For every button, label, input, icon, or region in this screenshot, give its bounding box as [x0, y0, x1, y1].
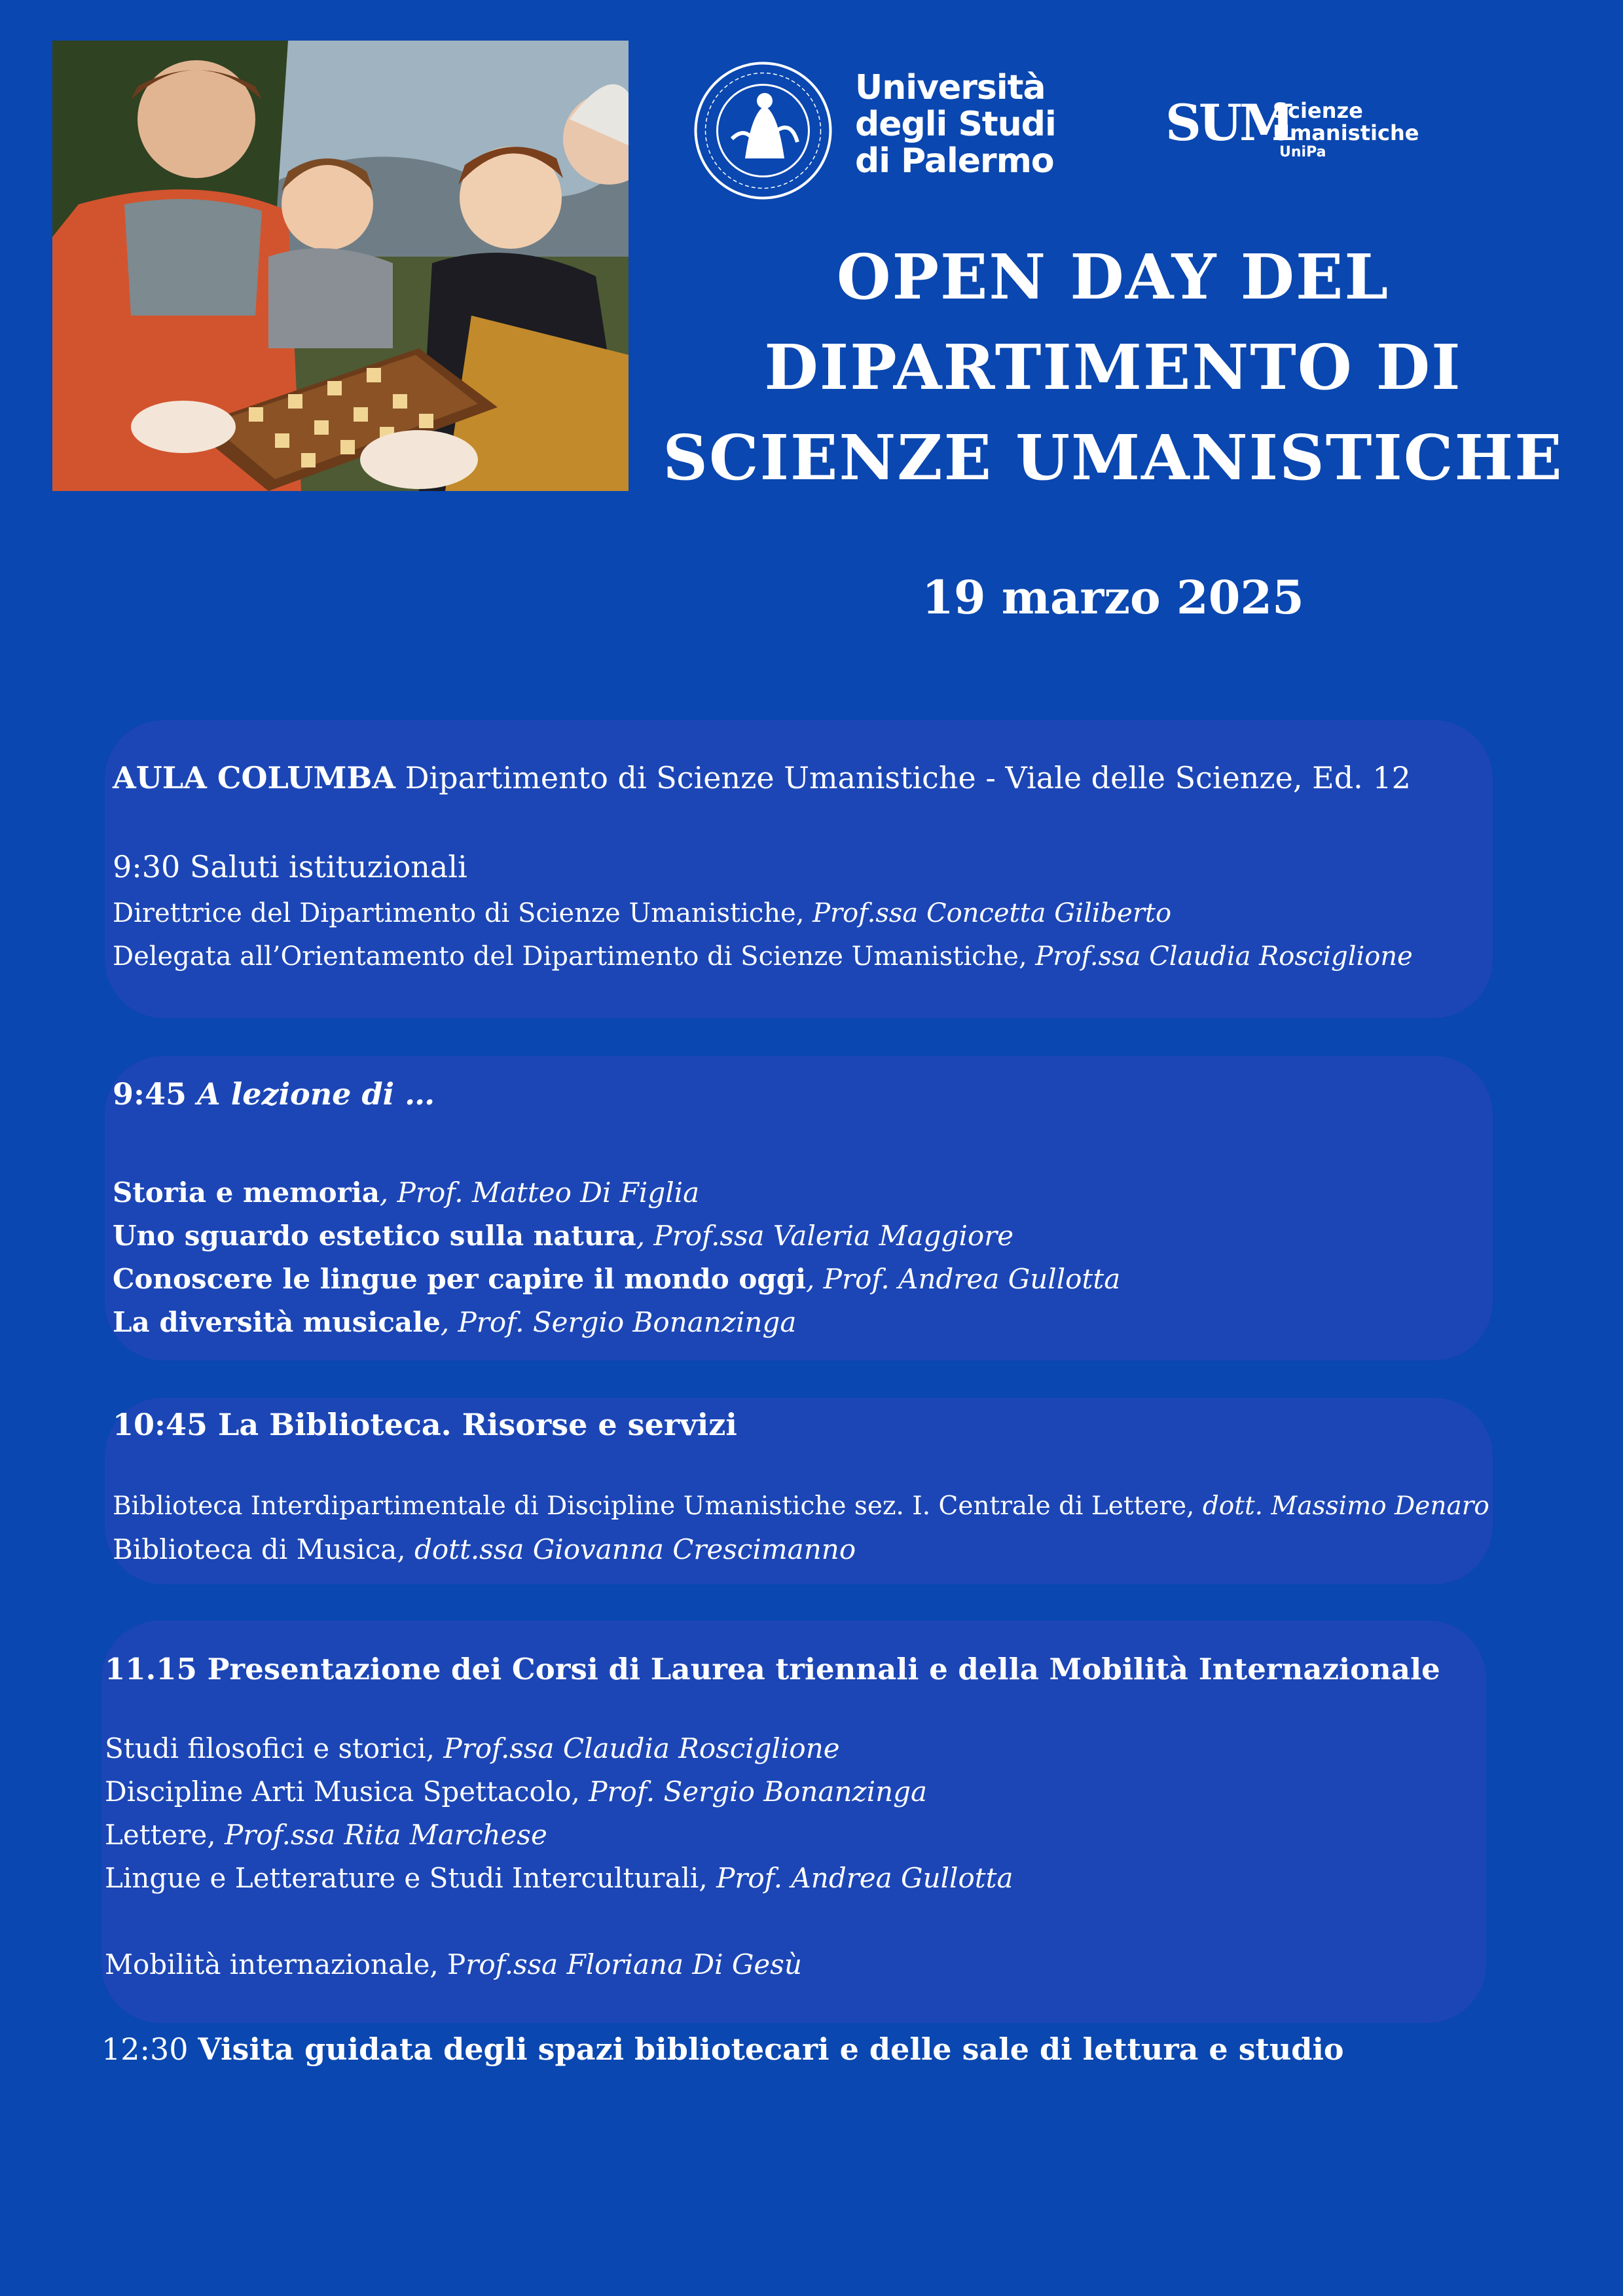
- unipa-logo: [693, 60, 1059, 201]
- item-person: , Prof. Matteo Di Figlia: [379, 1176, 700, 1209]
- item-person: Prof. Sergio Bonanzinga: [589, 1776, 928, 1808]
- list-item: [113, 892, 1413, 935]
- section-4: [105, 1645, 1440, 1986]
- section-5-topic: Visita guidata degli spazi bibliotecari e delle sale di lettura e studio: [198, 2032, 1344, 2067]
- item-person: Prof.ssa Claudia Rosciglione: [1035, 941, 1413, 972]
- sum-name-line: Scienze: [1273, 98, 1363, 123]
- item-person: rof.ssa Floriana Di Gesù: [465, 1948, 802, 1980]
- list-item: [113, 1258, 1120, 1301]
- sum-logo: [1165, 96, 1440, 168]
- section-2-topic: A lezione di …: [197, 1076, 435, 1112]
- item-text: Discipline Arti Musica Spettacolo,: [105, 1776, 589, 1808]
- item-person: Prof.ssa Rita Marchese: [225, 1819, 547, 1851]
- section-5: [101, 2024, 1344, 2074]
- sum-name-line: Umanistiche: [1273, 120, 1419, 145]
- item-person: dott.ssa Giovanna Crescimanno: [414, 1533, 856, 1565]
- list-item: [105, 1857, 1440, 1900]
- section-2: [113, 1069, 1120, 1344]
- item-text: Conoscere le lingue per capire il mondo oggi: [113, 1263, 807, 1295]
- section-5-time: 12:30: [101, 2032, 198, 2067]
- venue-line: [113, 753, 1413, 803]
- page-title: [655, 232, 1571, 503]
- unipa-seal-icon: [693, 60, 833, 201]
- section-1: [113, 753, 1413, 978]
- list-item: [105, 1813, 1440, 1857]
- list-item: [113, 935, 1413, 978]
- item-person: dott. Massimo Denaro: [1202, 1491, 1489, 1521]
- item-person: , Prof. Sergio Bonanzinga: [440, 1306, 797, 1338]
- unipa-line: Università: [855, 68, 1046, 107]
- item-text: Uno sguardo estetico sulla natura: [113, 1220, 636, 1252]
- list-item: [105, 1727, 1440, 1770]
- unipa-line: di Palermo: [855, 141, 1054, 181]
- title-line: SCIENZE UMANISTICHE: [663, 422, 1563, 494]
- unipa-wordmark: [855, 69, 1056, 179]
- item-person: Prof. Andrea Gullotta: [716, 1862, 1013, 1894]
- list-item: [113, 1485, 1489, 1528]
- item-text: Biblioteca di Musica,: [113, 1533, 414, 1565]
- item-text: Delegata all’Orientamento del Dipartimento di Scienze Umanistiche,: [113, 941, 1036, 972]
- section-2-time: 9:45: [113, 1076, 198, 1112]
- list-item: [113, 1214, 1120, 1258]
- list-item: [105, 1770, 1440, 1813]
- venue-name: AULA COLUMBA: [113, 760, 395, 795]
- venue-address: Dipartimento di Scienze Umanistiche - Viale delle Scienze, Ed. 12: [395, 760, 1411, 795]
- event-date: 19 marzo 2025: [922, 570, 1304, 625]
- item-text: Studi filosofici e storici,: [105, 1732, 444, 1764]
- title-line: DIPARTIMENTO DI: [764, 331, 1462, 404]
- section-1-title: 9:30 Saluti istituzionali: [113, 849, 467, 884]
- item-text: La diversità musicale: [113, 1306, 441, 1338]
- painting-image: [52, 41, 629, 491]
- section-3: [113, 1400, 1489, 1571]
- item-person: Prof.ssa Claudia Rosciglione: [443, 1732, 840, 1764]
- section-4-title: 11.15 Presentazione dei Corsi di Laurea triennali e della Mobilità Internazionale: [105, 1652, 1440, 1686]
- sum-name: [1273, 100, 1419, 161]
- item-text: Mobilità internazionale, P: [105, 1948, 466, 1980]
- list-item: [113, 1301, 1120, 1344]
- list-item: [113, 1171, 1120, 1214]
- sum-sub: UniPa: [1279, 144, 1326, 160]
- section-2-title: [113, 1069, 1120, 1119]
- unipa-line: degli Studi: [855, 105, 1056, 144]
- section-3-title: 10:45 La Biblioteca. Risorse e servizi: [113, 1407, 737, 1442]
- item-text: Biblioteca Interdipartimentale di Discipline Umanistiche sez. I. Centrale di Lettere,: [113, 1491, 1203, 1521]
- section-5-title: [101, 2024, 1344, 2074]
- sum-mark: SUM: [1165, 94, 1292, 152]
- item-text: Storia e memoria: [113, 1176, 380, 1209]
- list-item: [113, 1528, 1489, 1571]
- list-item: [105, 1943, 1440, 1986]
- item-person: , Prof.ssa Valeria Maggiore: [636, 1220, 1014, 1252]
- item-text: Lettere,: [105, 1819, 225, 1851]
- item-text: Direttrice del Dipartimento di Scienze Umanistiche,: [113, 898, 813, 928]
- title-line: OPEN DAY DEL: [836, 241, 1390, 314]
- item-person: Prof.ssa Concetta Giliberto: [812, 898, 1172, 928]
- item-person: , Prof. Andrea Gullotta: [806, 1263, 1121, 1295]
- item-text: Lingue e Letterature e Studi Interculturali,: [105, 1862, 717, 1894]
